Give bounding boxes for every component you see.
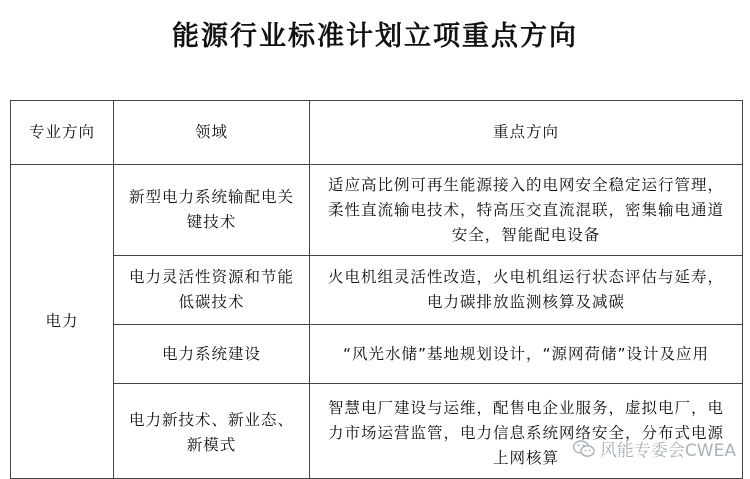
header-field: 领域 [114, 101, 310, 165]
focus-cell: 火电机组灵活性改造，火电机组运行状态评估与延寿，电力碳排放监测核算及减碳 [310, 256, 743, 325]
focus-cell: 适应高比例可再生能源接入的电网安全稳定运行管理，柔性直流输电技术，特高压交直流混联，密集输电通道安全，智能配电设备 [310, 165, 743, 256]
field-cell: 电力灵活性资源和节能低碳技术 [114, 256, 310, 325]
field-cell: 新型电力系统输配电关键技术 [114, 165, 310, 256]
focus-cell: “风光水储”基地规划设计，“源网荷储”设计及应用 [310, 325, 743, 384]
watermark [573, 436, 736, 461]
table-row [11, 384, 743, 479]
category-cell: 电力 [11, 165, 114, 479]
standards-table [10, 100, 743, 479]
wechat-icon [573, 440, 595, 458]
table-row [11, 165, 743, 256]
header-focus: 重点方向 [310, 101, 743, 165]
focus-cell: 智慧电厂建设与运维，配售电企业服务，虚拟电厂，电力市场运营监管，电力信息系统网络安全，分布式电源上网核算 [310, 384, 743, 479]
page-title: 能源行业标准计划立项重点方向 [172, 21, 578, 52]
field-cell: 电力新技术、新业态、新模式 [114, 384, 310, 479]
table-header-row [11, 101, 743, 165]
watermark-text: 风能专委会CWEA [599, 441, 736, 461]
field-cell: 电力系统建设 [114, 325, 310, 384]
table-row [11, 325, 743, 384]
header-specialty: 专业方向 [11, 101, 114, 165]
table-row [11, 256, 743, 325]
